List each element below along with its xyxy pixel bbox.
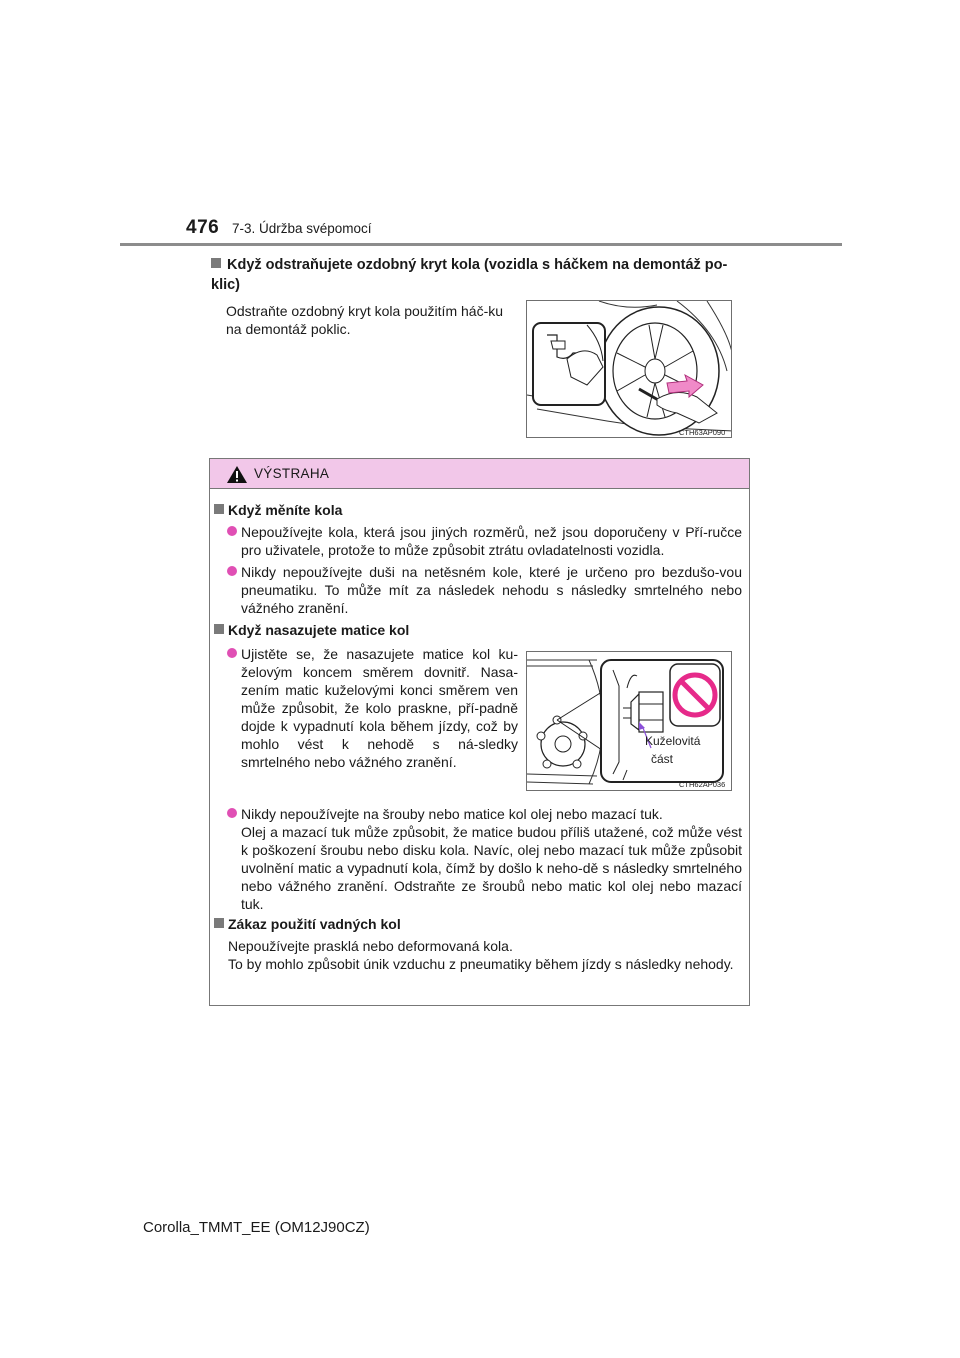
page-number: 476 <box>186 217 220 238</box>
changing-wheels-heading: Když měníte kola <box>214 501 342 519</box>
defective-wheels-text: Nepoužívejte prasklá nebo deformovaná kola. To by mohlo způsobit únik vzduchu z pneumatiky během jízdy s následky nehody. <box>228 938 734 972</box>
hubcap-instruction: Odstraňte ozdobný kryt kola použitím háč-ku na demontáž poklic. <box>226 303 504 337</box>
figure-label: Kuželovitá <box>645 734 701 748</box>
warning-box <box>209 458 750 1006</box>
footer-model: Corolla_TMMT_EE (OM12J90CZ) <box>143 1219 370 1236</box>
square-bullet-icon <box>214 504 224 514</box>
warning-header <box>210 459 749 489</box>
bullet-icon <box>227 808 237 818</box>
wheel-nut-illustration <box>527 652 732 791</box>
warning-triangle-icon <box>226 465 248 489</box>
bullet-icon <box>227 526 237 536</box>
figure-code: CTH62AP036 <box>679 780 726 789</box>
installing-nuts-heading: Když nasazujete matice kol <box>214 621 409 639</box>
list-item: Ujistěte se, že nasazujete matice kol ku-želovým koncem směrem dovnitř. Nasa-zením matic kuželovými konci směrem ven může způsobit, že kolo praskne, pří-padně dojde k vypadnutí kola během jízdy, což by mohlo vést k nehodě s ná-sledky smrtelného nebo vážného zranění. <box>227 645 518 771</box>
figure-label: část <box>651 752 674 766</box>
figure-code: CTH63AP090 <box>679 428 726 437</box>
hubcap-removal-figure <box>526 300 732 438</box>
section-title: 7-3. Údržba svépomocí <box>232 221 372 236</box>
wheel-nut-figure <box>526 651 732 791</box>
list-item: Nikdy nepoužívejte na šrouby nebo matice kol olej nebo mazací tuk. Olej a mazací tuk může způsobit, že matice budou příliš utažené, což může vést k poškození šroubu nebo disku kola. Navíc, olej nebo mazací tuk může způsobit uvolnění matic a vypadnutí kola, čímž by došlo k neho-dě s následky smrtelného nebo vážného zranění. Odstraňte ze šroubů nebo matic kol olej nebo mazací tuk. <box>227 805 742 913</box>
warning-title: VÝSTRAHA <box>254 466 330 481</box>
list-item: Nepoužívejte kola, která jsou jiných rozměrů, než jsou doporučeny v Pří-ručce pro uživatele, protože to může způsobit ztrátu ovladatelnosti vozidla. <box>227 523 742 559</box>
list-item: Nikdy nepoužívejte duši na netěsném kole, které je určeno pro bezdušo-vou pneumatiku. To může mít za následek nehodu s následky smrtelného nebo vážného zranění. <box>227 563 742 617</box>
bullet-icon <box>227 648 237 658</box>
square-bullet-icon <box>211 258 221 268</box>
square-bullet-icon <box>214 624 224 634</box>
hubcap-removal-illustration <box>527 301 732 438</box>
bullet-icon <box>227 566 237 576</box>
hubcap-heading: Když odstraňujete ozdobný kryt kola (vozidla s háčkem na demontáž po-klic) <box>211 257 728 293</box>
square-bullet-icon <box>214 918 224 928</box>
header-divider <box>120 243 842 246</box>
defective-wheels-heading: Zákaz použití vadných kol <box>214 915 401 933</box>
